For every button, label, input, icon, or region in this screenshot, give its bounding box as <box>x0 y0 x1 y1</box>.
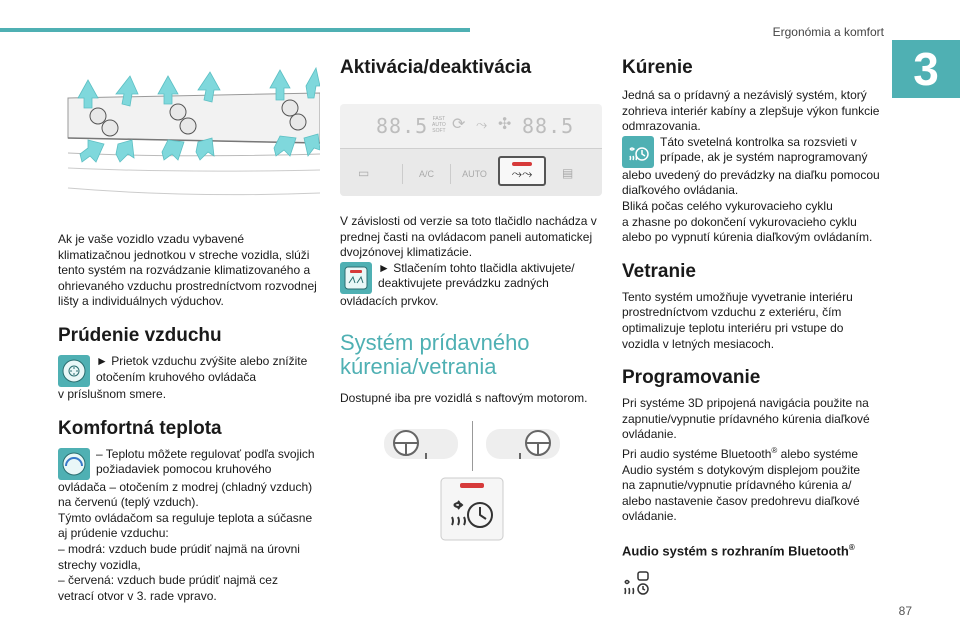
vent-heading: Vetranie <box>622 260 696 282</box>
comfort-line: – červená: vzduch bude prúdiť najmä cez <box>58 573 278 588</box>
rear-defrost-button[interactable]: ▤ <box>562 166 574 180</box>
heater-remote-icon <box>622 570 652 596</box>
temp-display-left: 88.5 <box>376 114 429 138</box>
column-right <box>622 50 884 596</box>
page-number: 87 <box>898 604 912 618</box>
heating-line: alebo po vypnutí kúrenia diaľkovým ovládaním. <box>622 230 873 245</box>
chapter-number: 3 <box>892 40 960 98</box>
comfort-block <box>58 447 320 605</box>
vent-line: vozidla v letných mesiacoch. <box>622 336 775 351</box>
heater-button-figure <box>440 477 504 541</box>
prog-line: Audio systém s dotykovým displejom použite <box>622 462 861 477</box>
header-title: Ergonómia a komfort <box>772 25 884 39</box>
airflow-line: ► Prietok vzduchu zvýšite alebo znížite <box>96 353 308 368</box>
header-accent-bar <box>0 28 470 32</box>
rear-seat-air-icon: ⤳⤳ <box>511 166 533 181</box>
comfort-line: požiadaviek pomocou kruhového <box>96 462 272 477</box>
indicator-led <box>512 162 532 166</box>
activation-line: V závislosti od verzie sa toto tlačidlo nachádza v <box>340 214 597 228</box>
comfort-line: – modrá: vzduch bude prúdiť najmä na úrovni <box>58 541 300 556</box>
comfort-line: vetrací otvor v 3. rade vpravo. <box>58 588 217 603</box>
comfort-line: ovládača – otočením z modrej (chladný vzduch) <box>58 479 313 494</box>
prog-line: ovládanie. <box>622 509 677 524</box>
heating-line: odmrazovania. <box>622 119 701 134</box>
heating-line: Bliká počas celého vykurovacieho cyklu <box>622 198 833 213</box>
prog-heading: Programovanie <box>622 367 761 389</box>
activation-line: dvojzónovej klimatizácie. <box>340 245 473 260</box>
heating-line: Táto svetelná kontrolka sa rozsvieti v <box>660 134 857 149</box>
activation-line: ovládacích prvkov. <box>340 293 439 308</box>
recirc-icon: ⟳ <box>452 116 466 133</box>
activation-text <box>340 214 602 309</box>
heating-line: prípade, ak je systém naprogramovaný <box>660 150 868 165</box>
comfort-line: aj prúdenie vzduchu: <box>58 526 169 541</box>
airflow-heading: Prúdenie vzduchu <box>58 324 222 346</box>
heating-line: a zhasne po dokončení vykurovacieho cyklu <box>622 214 857 229</box>
prog-line: zapnutie/vypnutie prídavného kúrenia diaľkové <box>622 411 870 426</box>
heater-heading-line: Systém prídavného <box>340 330 530 356</box>
ac-button[interactable]: A/C <box>402 164 450 184</box>
mode-soft: SOFT <box>432 128 446 134</box>
registered-mark: ® <box>848 542 855 552</box>
roof-vents-illustration <box>58 58 320 218</box>
heater-availability: Dostupné iba pre vozidlá s naftovým motorom. <box>340 391 588 406</box>
comfort-line: strechy vozidla, <box>58 557 141 572</box>
auto-button[interactable]: AUTO <box>450 164 498 184</box>
airflow-line: otočením kruhového ovládača <box>96 369 257 384</box>
heating-heading: Kúrenie <box>622 57 693 78</box>
airflow-line: v príslušnom smere. <box>58 386 167 401</box>
temperature-knob-icon <box>58 448 90 480</box>
comfort-line: na červenú (teplý vzduch). <box>58 495 199 510</box>
front-defrost-button[interactable]: ▭ <box>358 166 370 180</box>
intro-line: ohrievaného vzduchu prostredníctvom rozvodnej <box>58 278 317 293</box>
vent-line: optimalizuje teplotu interiéru pri vstupe do <box>622 320 844 335</box>
prog-line: alebo nastavenie časov predohrevu diaľkové <box>622 493 860 508</box>
prog-line: Pri audio systéme Bluetooth® alebo systéme <box>622 445 859 461</box>
comfort-heading: Komfortná teplota <box>58 417 222 439</box>
vent-text <box>622 290 884 352</box>
registered-mark: ® <box>771 445 778 455</box>
activation-line: prednej časti na ovládacom paneli automatickej <box>340 229 593 244</box>
activation-heading: Aktivácia/deaktivácia <box>340 57 532 78</box>
heating-text <box>622 88 884 246</box>
intro-line: klimatizačnou jednotkou v streche vozidla, slúži <box>58 247 310 262</box>
heating-line: diaľkového ovládania. <box>622 183 739 198</box>
heater-heading <box>340 331 602 379</box>
airflow-block <box>58 354 320 403</box>
vent-line: Tento systém umožňuje vyvetranie interiéru <box>622 289 853 304</box>
heating-line: alebo uvedený do prevádzky na diaľku pomocou <box>622 167 880 182</box>
activation-line: ► Stlačením tohto tlačidla aktivujete/ <box>378 260 575 275</box>
column-left <box>58 50 320 604</box>
heating-line: Jedná sa o prídavný a nezávislý systém, ktorý <box>622 88 867 102</box>
heater-heading-line: kúrenia/vetrania <box>340 354 497 380</box>
steering-wheel-figure <box>340 421 602 471</box>
intro-line: lišty a individuálnych výduchov. <box>58 294 224 309</box>
heating-line: zohrieva interiér kabíny a zlepšuje výkon funkcie <box>622 103 880 118</box>
climate-control-panel <box>340 104 602 196</box>
mode-auto: AUTO <box>432 122 446 128</box>
fan-icon: ✣ <box>498 116 512 133</box>
prog-line: na zapnutie/vypnutie prídavného kúrenia a/ <box>622 478 852 493</box>
intro-line: Ak je vaše vozidlo vzadu vybavené <box>58 232 245 246</box>
vent-line: prostredníctvom vzduchu z exteriéru, čím <box>622 305 842 320</box>
heating-indicator-line <box>622 135 884 168</box>
fast-auto-soft-label <box>432 116 446 134</box>
prog-line: ovládanie. <box>622 427 677 442</box>
prog-line: Pri systéme 3D pripojená navigácia použite na <box>622 396 869 411</box>
column-middle <box>340 50 602 541</box>
activation-line: deaktivujete prevádzku zadných <box>378 276 549 291</box>
intro-paragraph <box>58 232 320 310</box>
bt-heading: Audio systém s rozhraním Bluetooth® <box>622 542 855 559</box>
activation-button-line <box>340 261 602 310</box>
mode-fast: FAST <box>432 116 446 122</box>
temp-display-right: 88.5 <box>522 114 575 138</box>
prog-text <box>622 396 884 525</box>
rear-climate-button-icon <box>340 262 372 294</box>
comfort-line: Týmto ovládačom sa reguluje teplota a súčasne <box>58 510 313 525</box>
rotary-knob-icon <box>58 355 90 387</box>
seat-air-icon: ⤳ <box>476 116 488 132</box>
rear-controls-button[interactable] <box>498 156 546 186</box>
comfort-line: – Teplotu môžete regulovať podľa svojich <box>96 446 315 461</box>
heater-timer-icon <box>622 136 654 168</box>
intro-line: tento systém na rozvádzanie klimatizovaného a <box>58 263 311 278</box>
